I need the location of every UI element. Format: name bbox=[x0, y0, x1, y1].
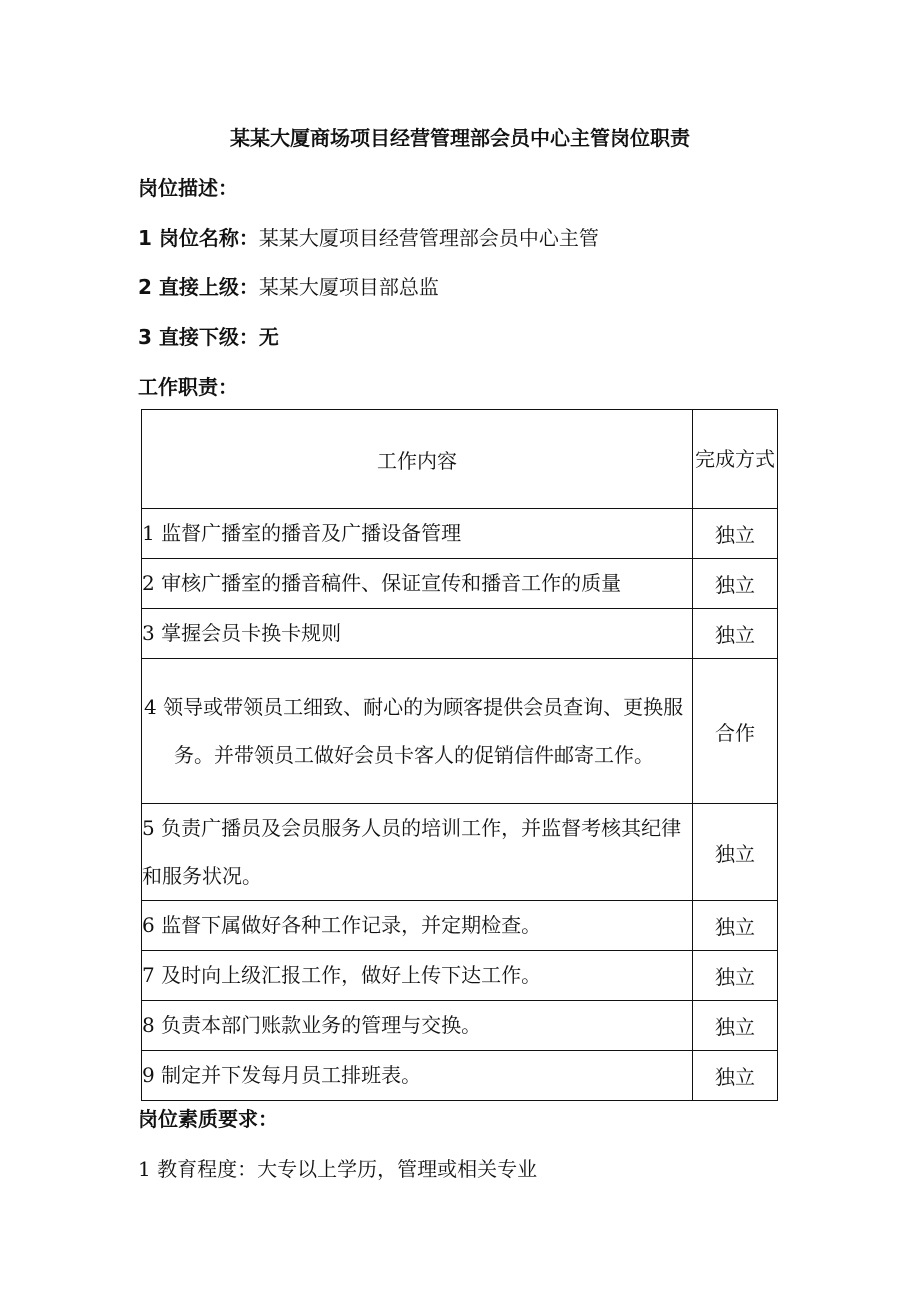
duty-method: 独立 bbox=[693, 804, 778, 901]
duty-method: 独立 bbox=[693, 901, 778, 951]
info-value: 某某大厦项目部总监 bbox=[258, 275, 439, 299]
duty-method: 独立 bbox=[693, 951, 778, 1001]
duty-content: 5 负责广播员及会员服务人员的培训工作，并监督考核其纪律和服务状况。 bbox=[142, 804, 693, 901]
page-title: 某某大厦商场项目经营管理部会员中心主管岗位职责 bbox=[230, 126, 690, 150]
duty-method: 合作 bbox=[693, 659, 778, 804]
info-line-direct-subordinate bbox=[138, 321, 279, 353]
duty-content: 7 及时向上级汇报工作，做好上传下达工作。 bbox=[142, 951, 693, 1001]
table-row bbox=[142, 559, 778, 609]
header-work-content: 工作内容 bbox=[142, 410, 693, 509]
section-heading-description: 岗位描述： bbox=[138, 176, 238, 200]
duty-content: 4 领导或带领员工细致、耐心的为顾客提供会员查询、更换服务。并带领员工做好会员卡客人的促销信件邮寄工作。 bbox=[142, 659, 693, 804]
duty-method: 独立 bbox=[693, 559, 778, 609]
duty-content: 6 监督下属做好各种工作记录，并定期检查。 bbox=[142, 901, 693, 951]
table-header-row bbox=[142, 410, 778, 509]
table-row bbox=[142, 901, 778, 951]
duty-method: 独立 bbox=[693, 509, 778, 559]
info-value: 某某大厦项目经营管理部会员中心主管 bbox=[258, 226, 599, 250]
requirement-line-education bbox=[138, 1153, 537, 1185]
duty-content: 1 监督广播室的播音及广播设备管理 bbox=[142, 509, 693, 559]
requirement-value: 大专以上学历，管理或相关专业 bbox=[257, 1157, 538, 1181]
table-row bbox=[142, 1001, 778, 1051]
section-heading-duties: 工作职责： bbox=[138, 375, 238, 399]
duty-method: 独立 bbox=[693, 609, 778, 659]
duty-content: 3 掌握会员卡换卡规则 bbox=[142, 609, 693, 659]
info-value: 无 bbox=[258, 325, 279, 349]
info-label: 3 直接下级： bbox=[138, 325, 259, 349]
info-line-position-name bbox=[138, 222, 599, 254]
header-completion-method: 完成方式 bbox=[693, 410, 778, 509]
duty-content: 2 审核广播室的播音稿件、保证宣传和播音工作的质量 bbox=[142, 559, 693, 609]
info-line-direct-superior bbox=[138, 271, 439, 303]
section-heading-requirements: 岗位素质要求： bbox=[138, 1107, 278, 1131]
requirement-label: 1 教育程度： bbox=[138, 1157, 258, 1181]
table-row bbox=[142, 659, 778, 804]
table-row bbox=[142, 509, 778, 559]
table-row bbox=[142, 609, 778, 659]
info-label: 1 岗位名称： bbox=[138, 226, 259, 250]
table-row bbox=[142, 804, 778, 901]
table-row bbox=[142, 951, 778, 1001]
duties-table bbox=[141, 409, 778, 1101]
duty-content: 9 制定并下发每月员工排班表。 bbox=[142, 1051, 693, 1101]
duty-content: 8 负责本部门账款业务的管理与交换。 bbox=[142, 1001, 693, 1051]
duty-method: 独立 bbox=[693, 1051, 778, 1101]
duty-method: 独立 bbox=[693, 1001, 778, 1051]
info-label: 2 直接上级： bbox=[138, 275, 259, 299]
table-row bbox=[142, 1051, 778, 1101]
